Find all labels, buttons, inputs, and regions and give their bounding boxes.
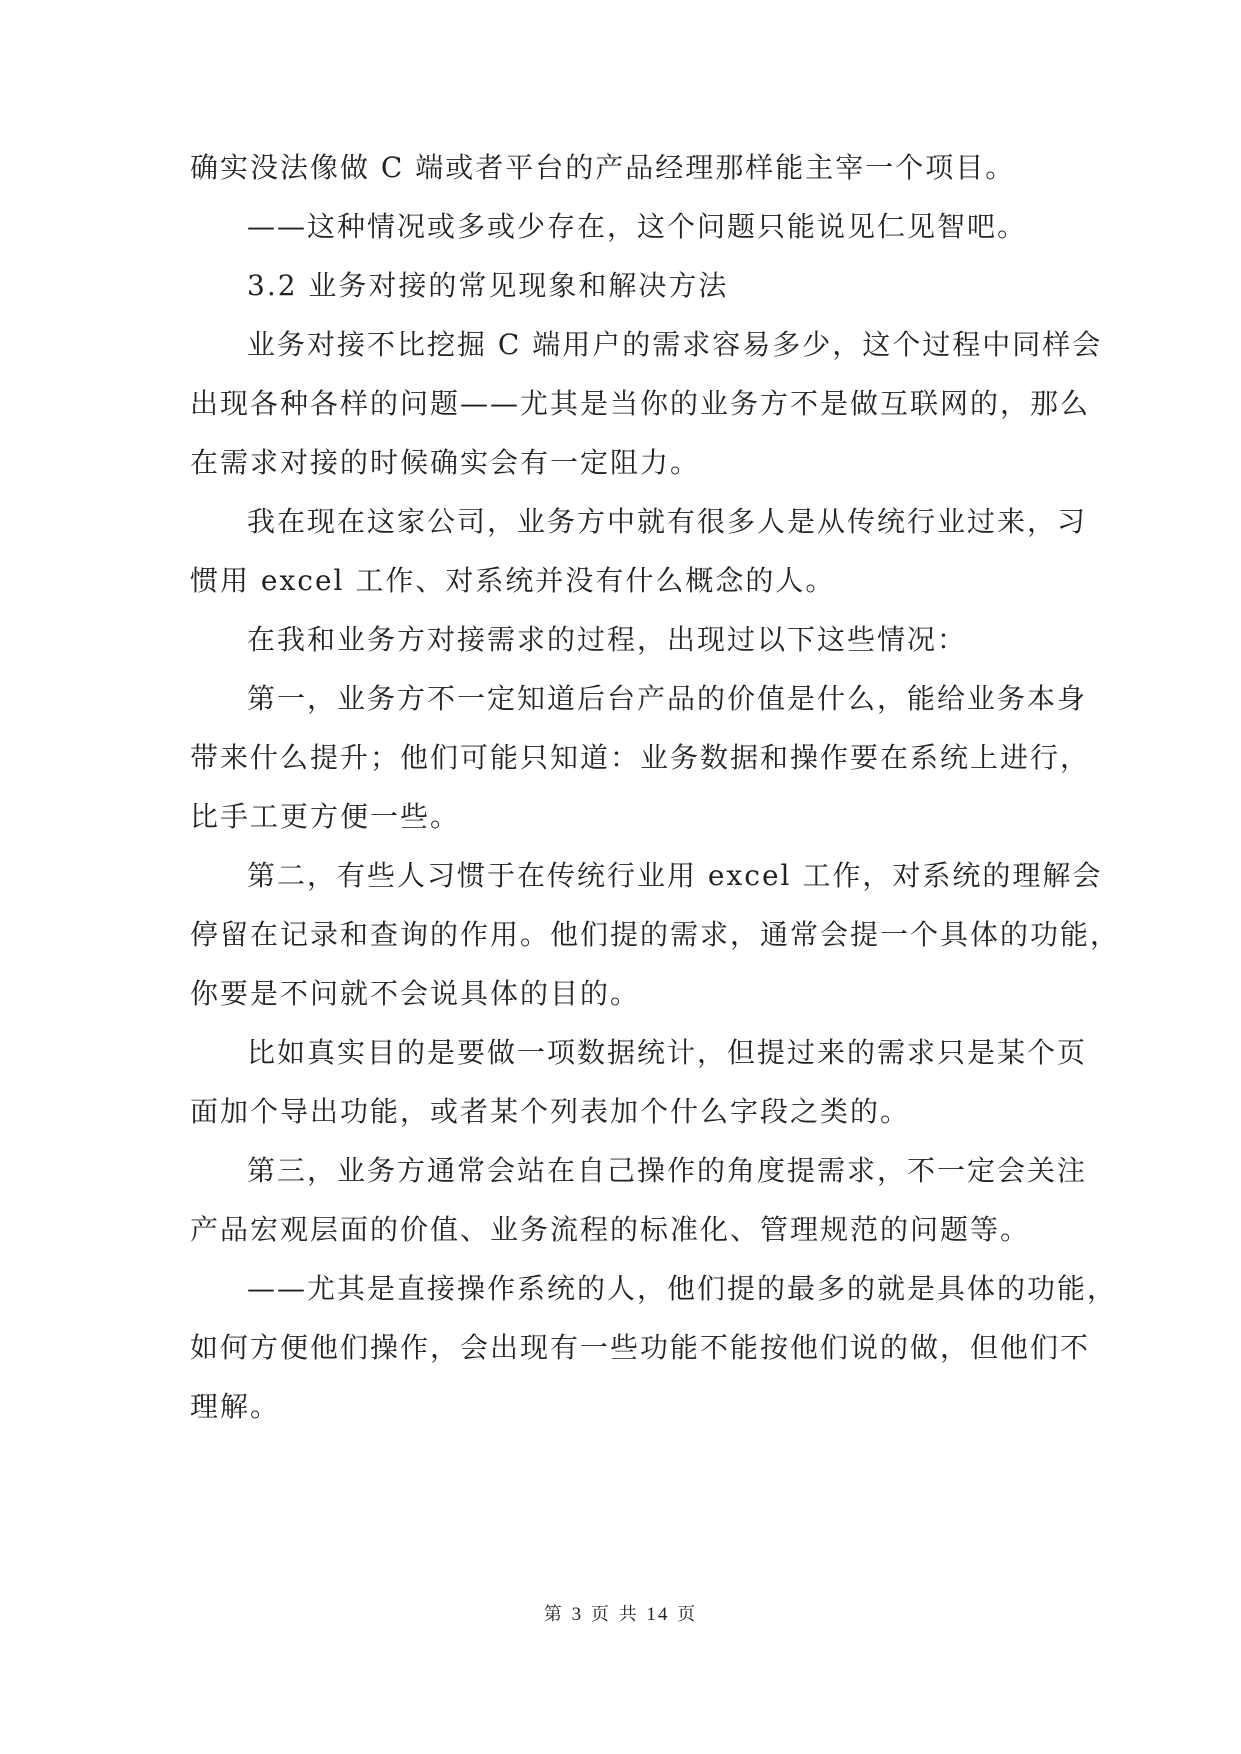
text-line: ——这种情况或多或少存在，这个问题只能说见仁见智吧。 [247,210,1028,243]
text-line: 如何方便他们操作，会出现有一些功能不能按他们说的做，但他们不 [190,1331,1091,1364]
text-line: 惯用 excel 工作、对系统并没有什么概念的人。 [190,564,836,597]
text-line: ——尤其是直接操作系统的人，他们提的最多的就是具体的功能， [247,1272,1118,1305]
text-line: 第一，业务方不一定知道后台产品的价值是什么，能给业务本身 [247,682,1088,715]
text-line: 业务对接不比挖掘 C 端用户的需求容易多少，这个过程中同样会 [247,328,1103,361]
text-line: 出现各种各样的问题——尤其是当你的业务方不是做互联网的，那么 [190,387,1091,420]
footer-middle: 页 共 [590,1604,639,1625]
text-line: 停留在记录和查询的作用。他们提的需求，通常会提一个具体的功能， [190,918,1121,951]
text-line: 你要是不问就不会说具体的目的。 [190,977,641,1010]
text-line: 面加个导出功能，或者某个列表加个什么字段之类的。 [190,1095,911,1128]
text-line: 确实没法像做 C 端或者平台的产品经理那样能主宰一个项目。 [190,151,1016,184]
text-line: 产品宏观层面的价值、业务流程的标准化、管理规范的问题等。 [190,1213,1031,1246]
total-pages-number: 14 [646,1604,670,1625]
footer-prefix: 第 [543,1604,564,1625]
text-line: 在需求对接的时候确实会有一定阻力。 [190,446,701,479]
text-line: 第二，有些人习惯于在传统行业用 excel 工作，对系统的理解会 [247,859,1103,892]
text-line: 理解。 [190,1390,281,1423]
text-line: 在我和业务方对接需求的过程，出现过以下这些情况： [247,623,968,656]
text-line: 比手工更方便一些。 [190,800,461,833]
current-page-number: 3 [571,1604,584,1625]
page-footer [0,1600,1241,1626]
text-line: 带来什么提升；他们可能只知道：业务数据和操作要在系统上进行， [190,741,1091,774]
section-heading: 3.2 业务对接的常见现象和解决方法 [247,269,729,302]
text-line: 比如真实目的是要做一项数据统计，但提过来的需求只是某个页 [247,1036,1088,1069]
text-line: 第三，业务方通常会站在自己操作的角度提需求，不一定会关注 [247,1154,1088,1187]
footer-suffix: 页 [677,1604,698,1625]
text-line: 我在现在这家公司，业务方中就有很多人是从传统行业过来，习 [247,505,1088,538]
